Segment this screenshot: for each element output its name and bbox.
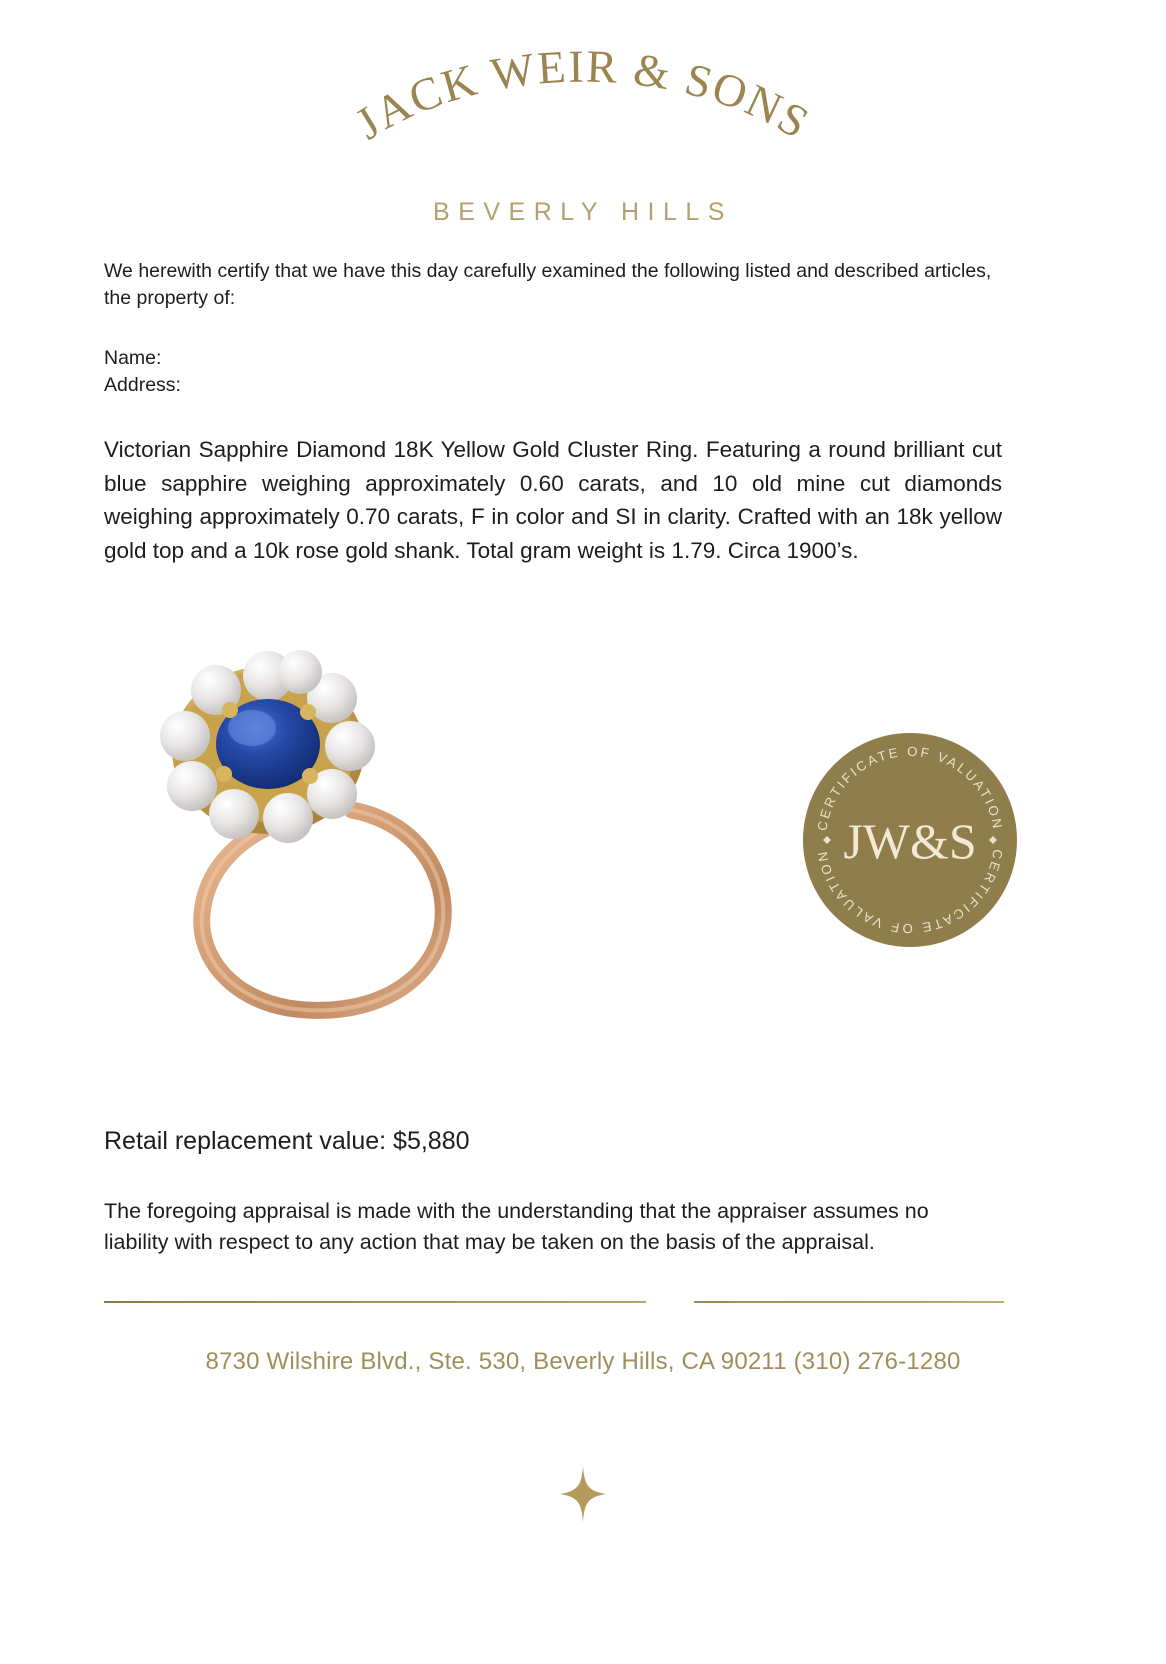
ring-illustration [120,628,540,1028]
brand-arch-logo-svg [283,40,883,208]
item-photograph [120,628,540,1028]
certification-statement: We herewith certify that we have this day carefully examined the following listed and described articles, the property of: [104,260,992,309]
address-field-label: Address: [104,374,181,396]
certificate-seal [803,733,1017,947]
ring-shank [202,810,444,1010]
certificate-body [104,258,1004,567]
four-point-star-icon [560,1466,606,1522]
seal-monogram: JW&S [843,813,977,869]
brand-logo [0,40,1166,248]
seal-arc-text-top: CERTIFICATE OF VALUATION [814,743,1006,832]
signature-line-right [694,1301,1004,1303]
item-description: Victorian Sapphire Diamond 18K Yellow Gold Cluster Ring. Featuring a round brilliant cut blue sapphire weighing approximately 0.60 carats, and 10 old mine cut diamonds weighing approximately 0.70 carats, F in color and SI in clarity. Crafted with an 18k yellow gold top and a 10k rose gold shank. Total gram weight is 1.79. Circa 1900’s. [104,437,1002,563]
name-field-label: Name: [104,347,162,369]
signature-line-left [104,1301,646,1303]
appraisal-disclaimer: The foregoing appraisal is made with the understanding that the appraiser assumes no liability with respect to any action that may be taken on the basis of the appraisal. [104,1199,929,1254]
seal-arc-text-bottom: CERTIFICATE OF VALUATION [814,848,1006,937]
seal-svg [803,733,1017,947]
brand-arch-text: JACK WEIR & SONS [346,40,820,150]
brand-location: BEVERLY HILLS [433,198,733,226]
owner-fields [104,345,1004,399]
footer-ornament [0,1466,1166,1527]
footer-address: 8730 Wilshire Blvd., Ste. 530, Beverly Hills, CA 90211 (310) 276-1280 [205,1348,961,1375]
retail-replacement-value: Retail replacement value: $5,880 [104,1127,470,1155]
